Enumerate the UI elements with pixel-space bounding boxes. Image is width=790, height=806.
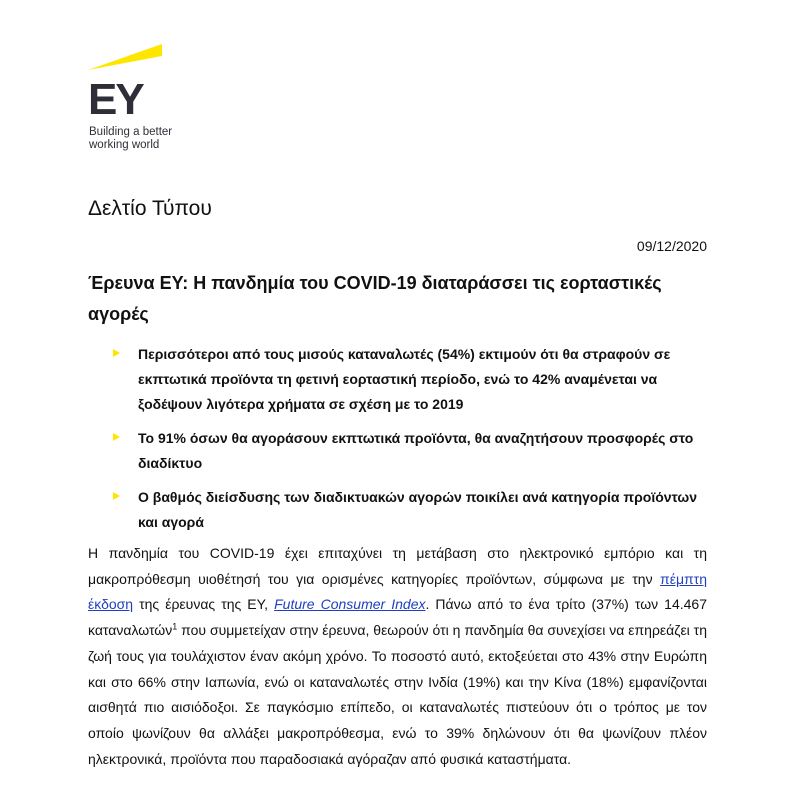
- bullet-arrow-icon: [113, 349, 120, 357]
- document-title: Έρευνα EY: Η πανδημία του COVID-19 διαταράσσει τις εορταστικές αγορές: [88, 273, 662, 324]
- highlight-text: Ο βαθμός διείσδυσης των διαδικτυακών αγορών ποικίλει ανά κατηγορία προϊόντων και αγορά: [138, 489, 698, 530]
- highlight-text: Περισσότεροι από τους μισούς καταναλωτές (54%) εκτιμούν ότι θα στραφούν σε εκπτωτικά προϊόντα τη φετινή εορταστική περίοδο, ενώ το 42% αναμένεται να ξοδέψουν λιγότερα χρήματα σε σχέση με το 2019: [138, 346, 671, 412]
- highlight-text: Το 91% όσων θα αγοράσουν εκπτωτικά προϊόντα, θα αναζητήσουν προσφορές στο διαδίκτυο: [138, 430, 694, 471]
- bullet-arrow-icon: [113, 433, 120, 441]
- ey-logo: [88, 44, 188, 154]
- highlights-list: [113, 342, 713, 544]
- body-paragraph: [88, 541, 707, 772]
- tagline-line-2: working world: [89, 139, 160, 151]
- footnote-marker: 1: [172, 621, 178, 632]
- body-text-part: της έρευνας της EY,: [133, 596, 275, 613]
- body-text-part: που συμμετείχαν στην έρευνα, θεωρούν ότι η πανδημία θα συνεχίσει να επηρεάζει τη ζωή τους για τουλάχιστον έναν ακόμη χρόνο. Το ποσοστό αυτό, εκτοξεύεται στο 43% στην Ευρώπη και στο 66% στην Ιαπωνία, ενώ οι καταναλωτές στην Ινδία (19%) και την Κίνα (18%) εμφανίζονται αισθητά πιο αισιόδοξοι. Σε παγκόσμιο επίπεδο, οι καταναλωτές πιστεύουν ότι ο τρόπος με τον οποίο ψωνίζουν θα αλλάξει μακροπρόθεσμα, ενώ το 39% δηλώνουν ότι θα ψωνίζουν πλέον ηλεκτρονικά, προϊόντα που παραδοσιακά αγόραζαν από φυσικά καταστήματα.: [88, 622, 707, 767]
- ey-beam-icon: [88, 44, 168, 76]
- ey-wordmark: EY: [88, 75, 143, 124]
- document-date: 09/12/2020: [636, 238, 707, 254]
- body-text-part: Η πανδημία του COVID-19 έχει επιταχύνει τη μετάβαση στο ηλεκτρονικό εμπόριο και τη μακροπρόθεσμη υιοθέτησή του για ορισμένες κατηγορίες προϊόντων, σύμφωνα με την: [88, 545, 707, 587]
- future-consumer-index-link[interactable]: Future Consumer Index: [274, 596, 426, 613]
- highlight-item: [113, 342, 713, 417]
- report-edition-link[interactable]: πέμπτη έκδοση: [88, 570, 707, 613]
- bullet-arrow-icon: [113, 492, 120, 500]
- document-type: Δελτίο Τύπου: [88, 197, 212, 220]
- body-text-part: . Πάνω από το ένα τρίτο (37%) των 14.467 καταναλωτών: [88, 596, 707, 639]
- highlight-item: [113, 426, 713, 476]
- highlight-item: [113, 485, 713, 535]
- ey-tagline: [89, 126, 172, 152]
- tagline-line-1: Building a better: [89, 126, 173, 138]
